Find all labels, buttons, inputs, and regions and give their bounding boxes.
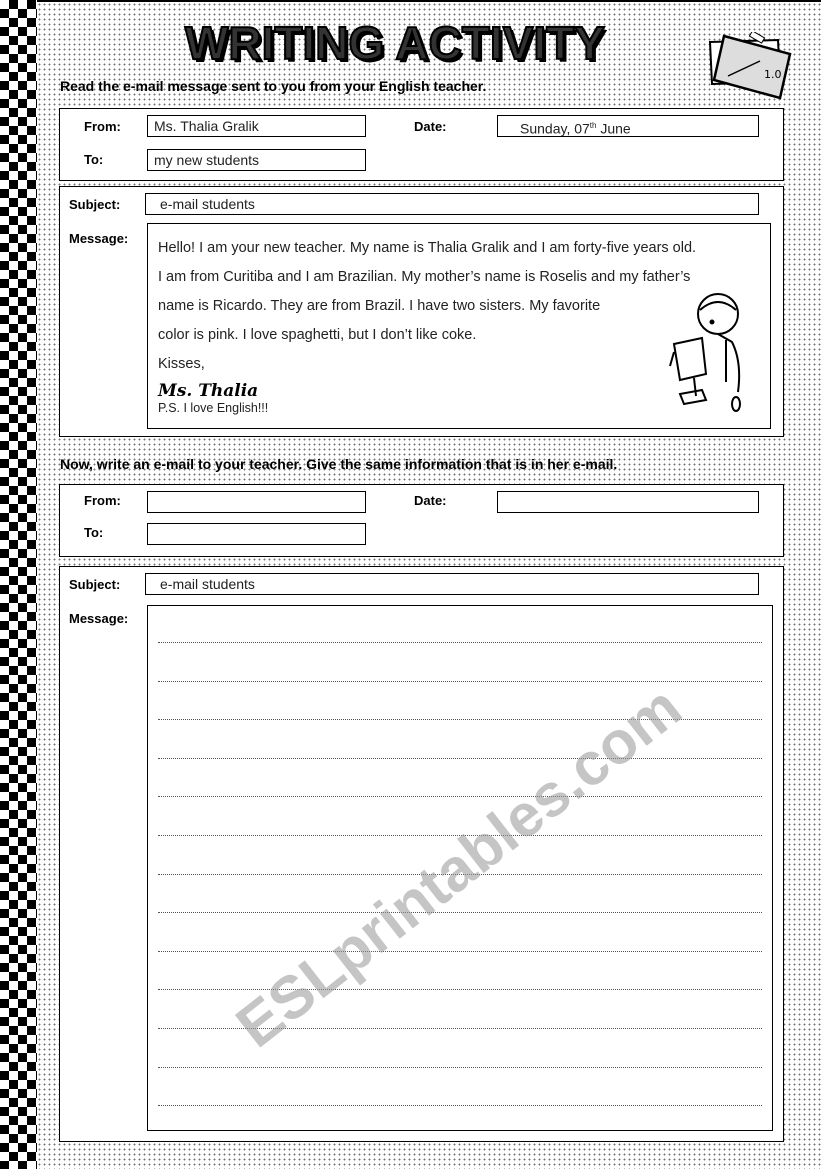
writing-line <box>158 796 762 797</box>
email2-message-area[interactable] <box>147 605 773 1131</box>
boy-at-computer-icon <box>666 292 756 422</box>
from-label: From: <box>84 493 121 508</box>
message-line: name is Ricardo. They are from Brazil. I have two sisters. My favorite <box>158 298 601 314</box>
date-label: Date: <box>414 493 447 508</box>
writing-line <box>158 642 762 643</box>
to-label: To: <box>84 525 104 540</box>
date-month: June <box>596 120 631 137</box>
email1-header-box <box>59 108 784 181</box>
version-badge: 1.0 <box>764 68 782 81</box>
message-line: I am from Curitiba and I am Brazilian. My mother’s name is Roselis and my father’s <box>158 269 691 285</box>
writing-line <box>158 1067 762 1068</box>
writing-line <box>158 989 762 990</box>
writing-line <box>158 719 762 720</box>
writing-line <box>158 758 762 759</box>
message-label: Message: <box>69 231 129 246</box>
writing-line <box>158 1105 762 1106</box>
email2-date-input[interactable] <box>497 491 759 513</box>
date-text: Sunday, 07 <box>520 120 590 137</box>
instruction-read: Read the e-mail message sent to you from your English teacher. <box>60 78 487 94</box>
email2-subject-field[interactable]: e-mail students <box>145 573 759 595</box>
writing-line <box>158 835 762 836</box>
email2-from-input[interactable] <box>147 491 366 513</box>
writing-line <box>158 874 762 875</box>
message-line: color is pink. I love spaghetti, but I don’t like coke. <box>158 327 477 343</box>
email1-date-field <box>497 115 759 137</box>
email2-header-box <box>59 484 784 557</box>
signature: Ms. Thalia <box>158 381 259 401</box>
watermark: ESLprintables.com <box>223 672 694 1061</box>
writing-line <box>158 951 762 952</box>
email1-subject-field: e-mail students <box>145 193 759 215</box>
message-label: Message: <box>69 611 129 626</box>
email2-body-box <box>59 566 784 1142</box>
email1-to-field: my new students <box>147 149 366 171</box>
instruction-write: Now, write an e-mail to your teacher. Give the same information that is in her e-mail. <box>60 456 618 472</box>
subject-label: Subject: <box>69 577 121 592</box>
writing-line <box>158 1028 762 1029</box>
email1-body-box <box>59 186 784 437</box>
message-line: Hello! I am your new teacher. My name is Thalia Gralik and I am forty-five years old. <box>158 240 697 256</box>
writing-line <box>158 912 762 913</box>
writing-line <box>158 681 762 682</box>
subject-label: Subject: <box>69 197 121 212</box>
date-label: Date: <box>414 119 447 134</box>
notes-icon <box>708 32 798 100</box>
page-title: WRITING ACTIVITY <box>185 17 605 69</box>
to-label: To: <box>84 152 104 167</box>
postscript: P.S. I love English!!! <box>158 401 269 415</box>
email1-message <box>147 223 771 429</box>
date-suffix: th <box>589 121 597 130</box>
email1-from-field: Ms. Thalia Gralik <box>147 115 366 137</box>
from-label: From: <box>84 119 121 134</box>
email2-to-input[interactable] <box>147 523 366 545</box>
message-line: Kisses, <box>158 356 205 372</box>
checkered-border <box>0 0 37 1169</box>
